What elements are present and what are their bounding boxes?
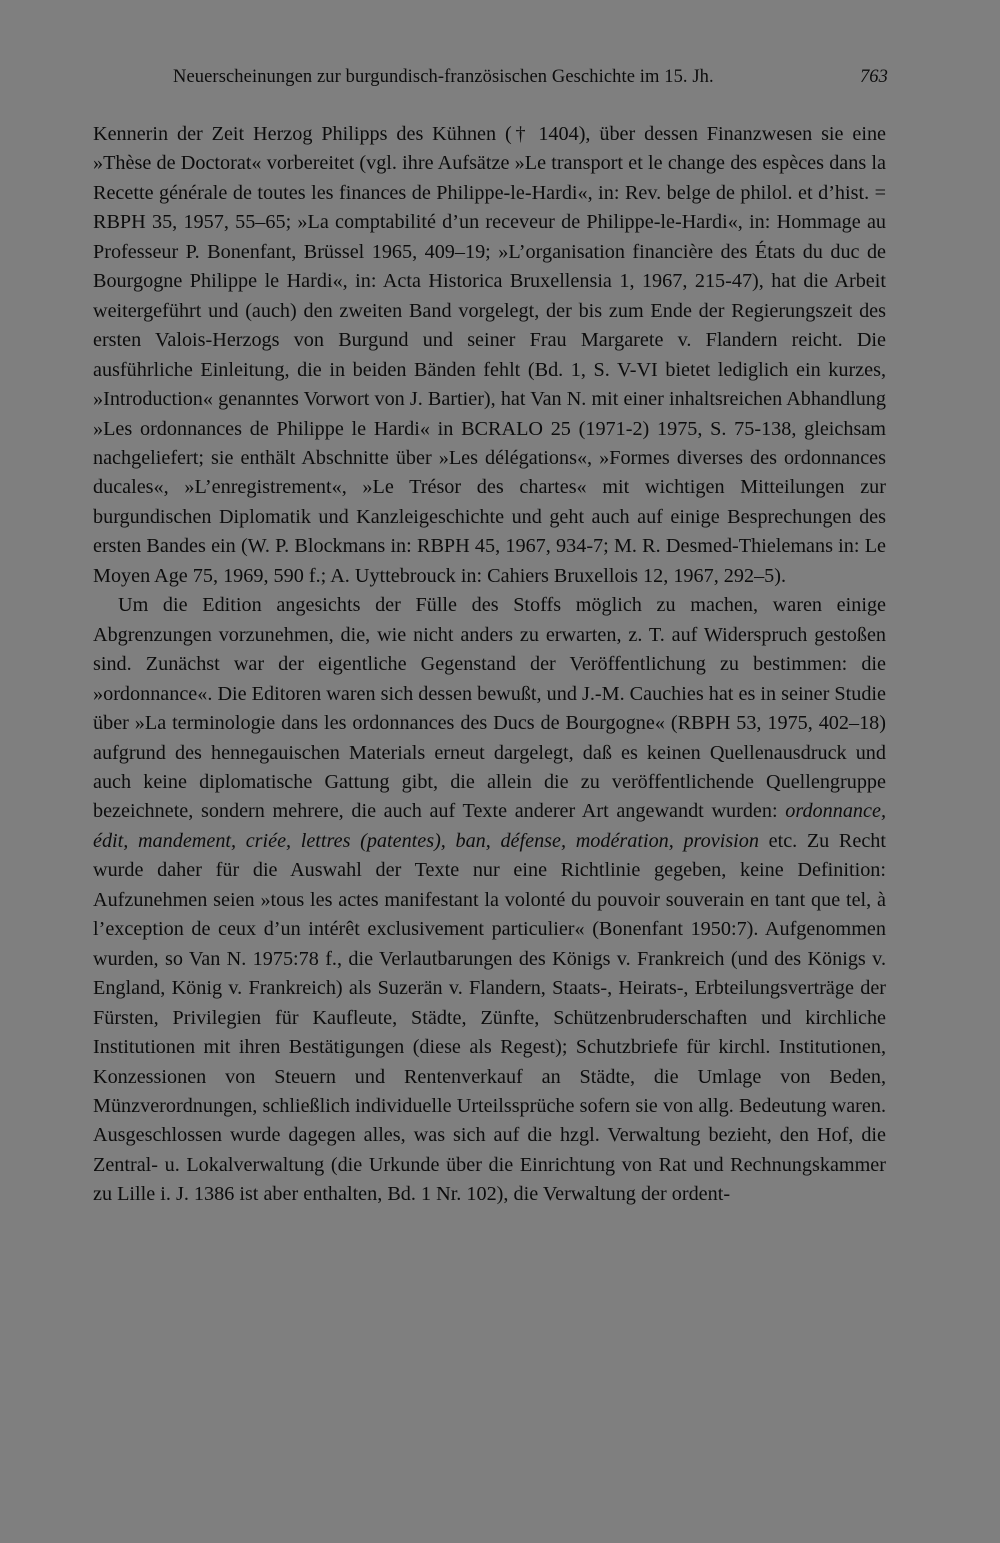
paragraph-2-text-start: Um die Edition angesichts der Fülle des Stoffs möglich zu machen, waren einige Abgrenzungen vorzunehmen, die, wie nicht anders zu erwarten, z. T. auf Widerspruch gestoßen sind. Zunächst war der eigentliche Gegenstand der Veröffentlichung zu bestimmen: die »ordonnance«. Die Editoren waren sich dessen bewußt, und J.-M. Cauchies hat es in seiner Studie über »La terminologie dans les ordonnances des Ducs de Bourgogne« (RBPH 53, 1975, 402–18) aufgrund des hennegauischen Materials erneut dargelegt, daß es keinen Quellenausdruck und auch keine diplomatische Gattung gibt, die allein die zu veröffentlichende Quellengruppe bezeichnete, sondern mehrere, die auch auf Texte anderer Art angewandt wurden: [93, 594, 886, 823]
paragraph-1: Kennerin der Zeit Herzog Philipps des Kühnen († 1404), über dessen Finanzwesen sie eine »Thèse de Doctorat« vorbereitet (vgl. ihre Aufsätze »Le transport et le change des espèces dans la Recette générale de toutes les finances de Philippe-le-Hardi«, in: Rev. belge de philol. et d’hist. = RBPH 35, 1957, 55–65; »La comptabilité d’un receveur de Philippe-le-Hardi«, in: Hommage au Professeur P. Bonenfant, Brüssel 1965, 409–19; »L’organisation financière des États du duc de Bourgogne Philippe le Hardi«, in: Acta Historica Bruxellensia 1, 1967, 215-47), hat die Arbeit weitergeführt und (auch) den zweiten Band vorgelegt, der bis zum Ende der Regierungszeit des ersten Valois-Herzogs von Burgund und seiner Frau Margarete v. Flandern reicht. Die ausführliche Einleitung, die in beiden Bänden fehlt (Bd. 1, S. V-VI bietet lediglich ein kurzes, »Introduction« genanntes Vorwort von J. Bartier), hat Van N. mit einer inhaltsreichen Abhandlung »Les ordonnances de Philippe le Hardi« in BCRALO 25 (1971-2) 1975, S. 75-138, gleichsam nachgeliefert; sie enthält Abschnitte über »Les délégations«, »Formes diverses des ordonnances ducales«, »L’enregistrement«, »Le Trésor des chartes« mit wichtigen Mitteilungen zur burgundischen Diplomatik und Kanzleigeschichte und geht auch auf einige Besprechungen des ersten Bandes ein (W. P. Blockmans in: RBPH 45, 1967, 934-7; M. R. Desmed-Thielemans in: Le Moyen Age 75, 1969, 590 f.; A. Uyttebrouck in: Cahiers Bruxellois 12, 1967, 292–5). [93, 123, 886, 587]
paragraph-2 [93, 591, 886, 1210]
paragraph-2-text-end: etc. Zu Recht wurde daher für die Auswahl der Texte nur eine Richtlinie gegeben, keine Definition: Aufzunehmen seien »tous les actes manifestant la volonté du pouvoir souverain en tant que tel, à l’exception de ceux d’un intérêt exclusivement particulier« (Bonenfant 1950:7). Aufgenommen wurden, so Van N. 1975:78 f., die Verlautbarungen des Königs v. Frankreich (und des Königs v. England, König v. Frankreich) als Suzerän v. Flandern, Staats-, Heirats-, Erbteilungsverträge der Fürsten, Privilegien für Kaufleute, Städte, Zünfte, Schützenbruderschaften und kirchliche Institutionen mit ihren Bestätigungen (diese als Regest); Schutzbriefe für kirchl. Institutionen, Konzessionen von Steuern und Rentenverkauf an Städte, die Umlage von Beden, Münzverordnungen, schließlich individuelle Urteilssprüche sofern sie von allg. Bedeutung waren. Ausgeschlossen wurde dagegen alles, was sich auf die hzgl. Verwaltung bezieht, den Hof, die Zentral- u. Lokalverwaltung (die Urkunde über die Einrichtung von Rat und Rechnungskammer zu Lille i. J. 1386 ist aber enthalten, Bd. 1 Nr. 102), die Verwaltung der ordent- [93, 829, 886, 1206]
page-number: 763 [859, 67, 888, 87]
running-header [93, 64, 888, 90]
italic-terminology-list: ordonnance, édit, mandement, criée, lettres (patentes), ban, défense, modération, provision [93, 800, 886, 852]
body-text [93, 120, 886, 1210]
running-title: Neuerscheinungen zur burgundisch-französischen Geschichte im 15. Jh. [173, 67, 714, 87]
